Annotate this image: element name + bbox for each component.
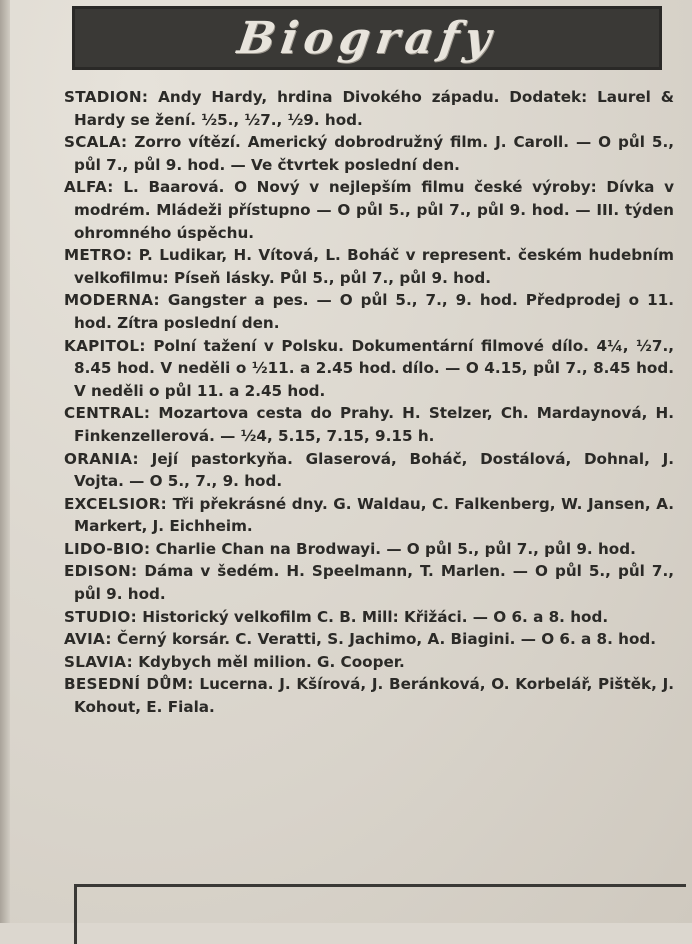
cinema-program: Andy Hardy, hrdina Divokého západu. Dodatek: Laurel & Hardy se žení. ½5., ½7., ½9. hod. <box>74 88 674 129</box>
cinema-entry <box>64 493 674 538</box>
header-banner <box>72 6 662 70</box>
cinema-entry <box>64 560 674 605</box>
cinema-program: Historický velkofilm C. B. Mill: Křižáci. — O 6. a 8. hod. <box>142 607 609 626</box>
cinema-name: MODERNA: <box>64 291 160 310</box>
cinema-name: LIDO-BIO: <box>64 539 151 558</box>
cinema-name: KAPITOL: <box>64 336 146 355</box>
cinema-entry <box>64 131 674 176</box>
cinema-entry <box>64 673 674 718</box>
page-edge-shadow <box>0 0 10 923</box>
cinema-program: Tři překrásné dny. G. Waldau, C. Falkenberg, W. Jansen, A. Markert, J. Eichheim. <box>74 494 674 536</box>
cinema-program: Zorro vítězí. Americký dobrodružný film. J. Caroll. — O půl 5., půl 7., půl 9. hod. — Ve čtvrtek poslední den. <box>74 133 674 174</box>
cinema-program: Dáma v šedém. H. Speelmann, T. Marlen. — O půl 5., půl 7., půl 9. hod. <box>74 562 674 604</box>
cinema-entry <box>64 651 674 674</box>
cinema-program: Mozartova cesta do Prahy. H. Stelzer, Ch. Mardaynová, H. Finkenzellerová. — ½4, 5.15, 7.15, 9.15 h. <box>74 404 674 445</box>
cinema-listings <box>64 86 674 719</box>
header-title: Biografy <box>234 12 500 64</box>
cinema-name: BESEDNÍ DŮM: <box>64 675 194 694</box>
cinema-name: ALFA: <box>64 178 114 197</box>
cinema-program: L. Baarová. O Nový v nejlepším filmu české výroby: Dívka v modrém. Mládeži přístupno — O půl 5., půl 7., půl 9. hod. — III. týden ohromného úspěchu. <box>74 178 674 242</box>
cinema-entry <box>64 244 674 289</box>
cinema-entry <box>64 335 674 403</box>
cinema-entry <box>64 538 674 561</box>
cinema-name: ORANIA: <box>64 449 139 468</box>
cinema-entry <box>64 176 674 244</box>
cinema-program: P. Ludikar, H. Vítová, L. Boháč v represent. českém hudebním velkofilmu: Píseň lásky. Půl 5., půl 7., půl 9. hod. <box>74 246 674 287</box>
cinema-name: SLAVIA: <box>64 652 133 671</box>
cinema-program: Polní tažení v Polsku. Dokumentární filmové dílo. 4¼, ½7., 8.45 hod. V neděli o ½11. a 2.45 hod. dílo. — O 4.15, půl 7., 8.45 hod. V neděli o půl 11. a 2.45 hod. <box>74 336 674 400</box>
cinema-entry <box>64 402 674 447</box>
cinema-program: Kdybych měl milion. G. Cooper. <box>138 652 405 671</box>
cinema-entry <box>64 86 674 131</box>
cinema-entry <box>64 448 674 493</box>
cinema-program: Charlie Chan na Brodwayi. — O půl 5., půl 7., půl 9. hod. <box>155 539 636 558</box>
cinema-program: Černý korsár. C. Veratti, S. Jachimo, A. Biagini. — O 6. a 8. hod. <box>117 630 657 649</box>
cinema-entry <box>64 606 674 629</box>
cinema-entry <box>64 289 674 334</box>
cinema-name: SCALA: <box>64 133 128 152</box>
cinema-name: CENTRAL: <box>64 404 151 423</box>
cinema-program: Lucerna. J. Kšírová, J. Beránková, O. Korbelář, Pištěk, J. Kohout, E. Fiala. <box>74 675 674 717</box>
cinema-name: METRO: <box>64 246 133 265</box>
cinema-program: Gangster a pes. — O půl 5., 7., 9. hod. Předprodej o 11. hod. Zítra poslední den. <box>74 291 674 332</box>
cinema-program: Její pastorkyňa. Glaserová, Boháč, Dostálová, Dohnal, J. Vojta. — O 5., 7., 9. hod. <box>74 449 674 491</box>
cinema-name: AVIA: <box>64 630 112 649</box>
cinema-name: EXCELSIOR: <box>64 494 168 513</box>
next-section-frame <box>74 884 686 944</box>
cinema-name: STADION: <box>64 88 149 106</box>
cinema-name: STUDIO: <box>64 607 137 626</box>
cinema-name: EDISON: <box>64 562 138 581</box>
cinema-entry <box>64 628 674 651</box>
